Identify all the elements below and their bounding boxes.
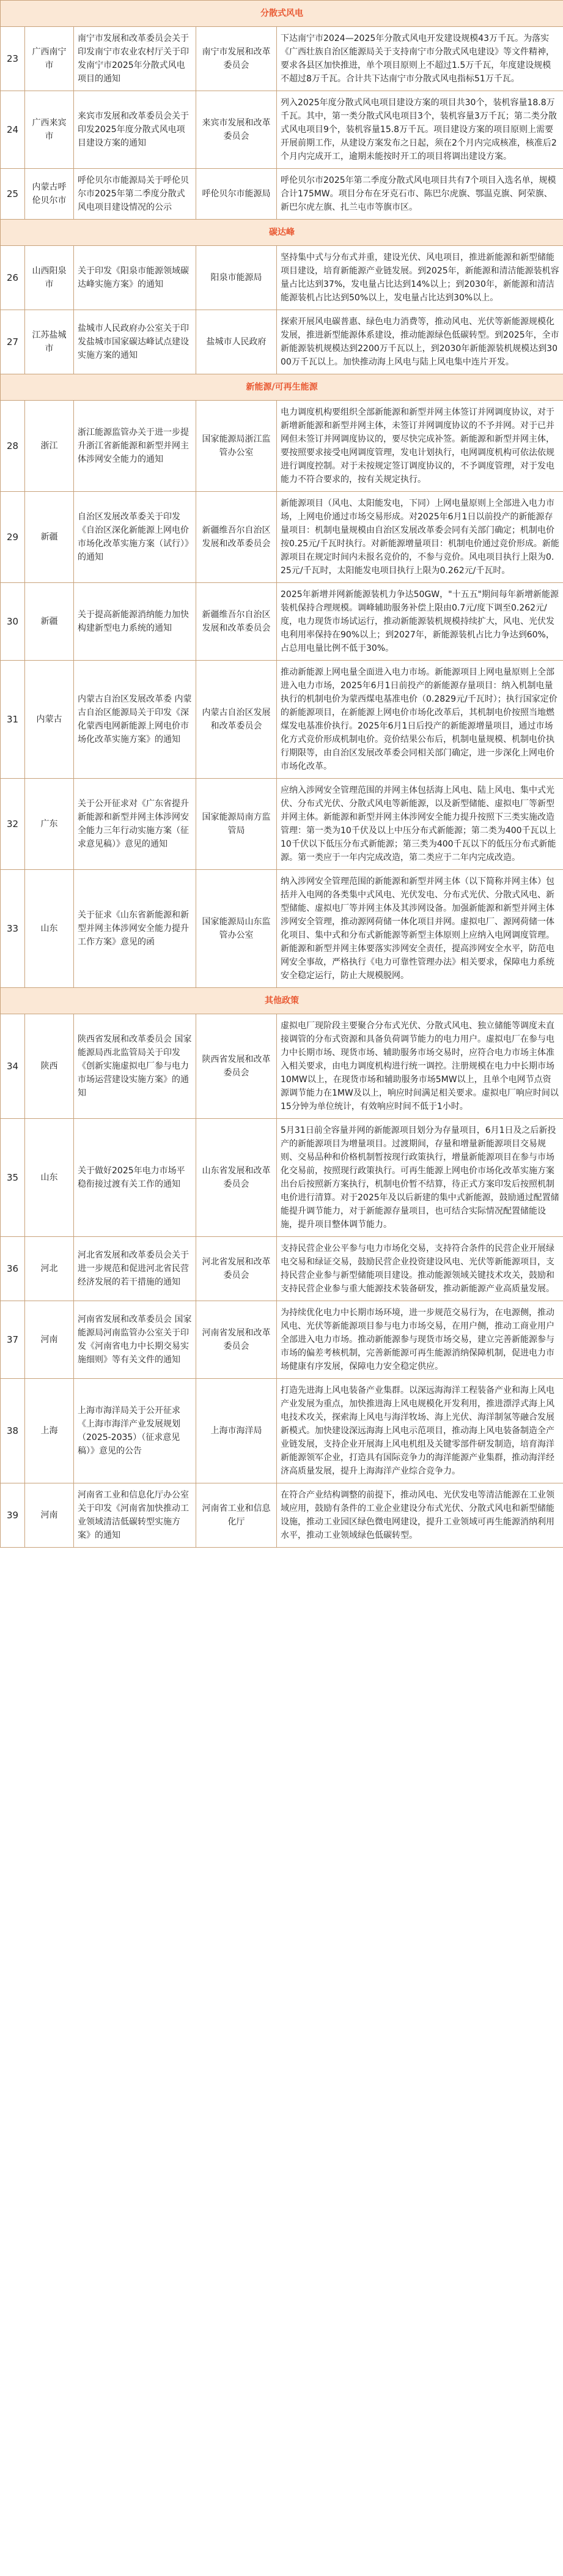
document-title-cell: 关于做好2025年电力市场平稳衔接过渡有关工作的通知 [74,1119,196,1237]
policy-content-cell: 探索开展风电碳普惠、绿色电力消费等，推动风电、光伏等新能源规模化发展，推进新型能源体系建设，推动能源绿色低碳转型。到2025年，全市新能源装机规模达到2200万千瓦以上，到2030年新能源装机规模达到3000万千瓦以上。加快推动海上风电与陆上风电集中连片开发。 [277,310,563,374]
row-number: 32 [1,779,25,870]
document-title-cell: 南宁市发展和改革委员会关于印发南宁市农业农村厅关于印发南宁市2025年分散式风电项目的通知 [74,27,196,91]
row-number: 30 [1,583,25,661]
issuing-org-cell: 河南省发展和改革委员会 [196,1301,277,1379]
policy-content-cell: 支持民营企业公平参与电力市场化交易，支持符合条件的民营企业开展绿电交易和绿证交易，鼓励民营企业投资建设风电、光伏等新能源项目，支持民营企业参与新型储能项目建设。推动能源领域关键技术攻关，鼓励和支持民营企业参与重大能源技术装备研发，推动新能源产业高质量发展。 [277,1237,563,1301]
policy-content-cell: 坚持集中式与分布式并重，建设光伏、风电项目，推进新能源和新型储能项目建设，培育新能源产业链发展。到2025年，新能源和清洁能源装机容量占比达到37%，发电量占比达到14%以上；到2030年，新能源和清洁能源装机占比达到50%以上，发电量占比达到30%以上。 [277,246,563,310]
issuing-org-cell: 阳泉市能源局 [196,246,277,310]
table-row [1,91,563,169]
table-row [1,1119,563,1237]
policy-content-cell: 推动新能源上网电量全面进入电力市场。新能源项目上网电量原则上全部进入电力市场，2025年6月1日前投产的新能源存量项目：纳入机制电量执行的机制电价为蒙西煤电基准电价（0.2829元/千瓦时）；执行国家定价的新能源项目，在新能源上网电价市场化改革后，其机制电价按照当地燃煤发电基准价执行。2025年6月1日后投产的新能源增量项目，通过市场化方式竞价形成机制电价。竞价结果公布后，机制电量规模、机制电价执行期限等，由自治区发展改革委会同相关部门确定，进一步深化上网电价市场化改革。 [277,661,563,779]
row-number: 27 [1,310,25,374]
document-title-cell: 河北省发展和改革委员会关于进一步规范和促进河北省民营经济发展的若干措施的通知 [74,1237,196,1301]
section-title: 其他政策 [1,988,563,1014]
table-row [1,27,563,91]
region-cell: 新疆 [25,492,74,583]
row-number: 31 [1,661,25,779]
region-cell: 上海 [25,1379,74,1483]
region-cell: 内蒙古 [25,661,74,779]
document-title-cell: 内蒙古自治区发展改革委 内蒙古自治区能源局关于印发《深化蒙西电网新能源上网电价市场化改革实施方案》的通知 [74,661,196,779]
row-number: 28 [1,401,25,492]
table-row [1,401,563,492]
row-number: 25 [1,169,25,220]
issuing-org-cell: 陕西省发展和改革委员会 [196,1014,277,1119]
policy-content-cell: 应纳入涉网安全管理范围的并网主体包括海上风电、陆上风电、集中式光伏、分布式光伏、分散式风电等新能源，以及新型储能、虚拟电厂等新型并网主体。新能源和新型并网主体涉网安全能力提升按照下三类实施改造管理：第一类为10千伏及以上中压分布式新能源；第二类为400千瓦以上10千伏以下低压分布式新能源；第三类为400千瓦以下的低压分布式新能源。第一类应于一年内完成改造，第二类应于二年内完成改造。 [277,779,563,870]
document-title-cell: 河南省工业和信息化厅办公室关于印发《河南省加快推动工业领域清洁低碳转型实施方案》的通知 [74,1483,196,1548]
table-row [1,1483,563,1548]
section-header-row [1,220,563,246]
row-number: 29 [1,492,25,583]
policy-table-body [1,1,563,1548]
policy-content-cell: 5月31日前全容量并网的新能源项目划分为存量项目，6月1日及之后新投产的新能源项目为增量项目。过渡期间，存量和增量新能源项目交易规则、交易品种和价格机制暂按现行政策执行，增量新能源项目在参与市场化交易前，按照现行政策执行。可再生能源上网电价市场化改革实施方案出台后按照新方案执行，机制电价暂不结算，待正式方案印发后按照机制电价进行清算。对于2025年及以后新建的集中式新能源，鼓励通过配置储能提升调节能力，对于新能源存量项目，也可结合实际情况配置储能设施，提升项目整体调节能力。 [277,1119,563,1237]
table-row [1,169,563,220]
policy-content-cell: 打造先进海上风电装备产业集群。以深远海海洋工程装备产业和海上风电产业发展为重点，加快推进海上风电规模化开发利用，推进漂浮式海上风电技术攻关，探索海上风电与海洋牧场、海上光伏、海洋制氢等融合发展新模式。加快建设深远海海上风电示范项目，推动海上风电装备制造全产业链发展，支持企业开展海上风电机组及关键零部件研发制造，培育海洋新能源领军企业，打造具有国际竞争力的海洋能源产业集群，推动海洋经济高质量发展，提升上海海洋产业综合竞争力。 [277,1379,563,1483]
document-title-cell: 来宾市发展和改革委员会关于印发2025年度分散式风电项目建设方案的通知 [74,91,196,169]
region-cell: 广东 [25,779,74,870]
row-number: 26 [1,246,25,310]
row-number: 34 [1,1014,25,1119]
region-cell: 山东 [25,870,74,988]
document-title-cell: 上海市海洋局关于公开征求《上海市海洋产业发展规划（2025-2035）（征求意见稿）》意见的公告 [74,1379,196,1483]
section-header-row [1,1,563,27]
issuing-org-cell: 河南省工业和信息化厅 [196,1483,277,1548]
policy-content-cell: 虚拟电厂现阶段主要聚合分布式光伏、分散式风电、独立储能等调度未直接调管的分布式资源和具备负荷调节能力的电力用户。虚拟电厂在参与电力中长期市场、现货市场、辅助服务市场交易时，应符合电力市场主体准入相关要求，由电力调度机构进行统一调控。注册规模在电力中长期市场10MW以上，在现货市场和辅助服务市场5MW以上，且单个电网节点资源调节能力在1MW及以上，响应时间满足相关要求。虚拟电厂响应时间以15分钟为单位统计，有效响应时间不低于1小时。 [277,1014,563,1119]
issuing-org-cell: 山东省发展和改革委员会 [196,1119,277,1237]
issuing-org-cell: 盐城市人民政府 [196,310,277,374]
region-cell: 山西阳泉市 [25,246,74,310]
section-header-row [1,374,563,401]
document-title-cell: 自治区发展改革委关于印发《自治区深化新能源上网电价市场化改革实施方案（试行）》的通知 [74,492,196,583]
table-row [1,1379,563,1483]
row-number: 37 [1,1301,25,1379]
policy-content-cell: 在符合产业结构调整的前提下，推动风电、光伏发电等清洁能源在工业领域应用，鼓励有条件的工业企业建设分布式光伏、分散式风电和新型储能设施，推动工业园区绿色微电网建设，提升工业领域可再生能源消纳利用水平，推动工业领域绿色低碳转型。 [277,1483,563,1548]
issuing-org-cell: 上海市海洋局 [196,1379,277,1483]
region-cell: 内蒙古呼伦贝尔市 [25,169,74,220]
policy-content-cell: 为持续优化电力中长期市场环境，进一步规范交易行为，在电源侧，推动风电、光伏等新能源项目参与电力市场交易，在用户侧，推动工商业用户全部进入电力市场。推动新能源参与现货市场交易，建立完善新能源参与市场的偏差考核机制，完善新能源可再生能源消纳保障机制，促进电力市场健康有序发展，保障电力安全稳定供应。 [277,1301,563,1379]
issuing-org-cell: 国家能源局南方监管局 [196,779,277,870]
document-title-cell: 关于征求《山东省新能源和新型并网主体涉网安全能力提升工作方案》意见的函 [74,870,196,988]
document-title-cell: 河南省发展和改革委员会 国家能源局河南监管办公室关于印发《河南省电力中长期交易实施细则》等有关文件的通知 [74,1301,196,1379]
region-cell: 河南 [25,1301,74,1379]
row-number: 39 [1,1483,25,1548]
policy-content-cell: 纳入涉网安全管理范围的新能源和新型并网主体（以下简称并网主体）包括并入电网的各类集中式风电、光伏发电、分布式光伏、分散式风电、新型储能、虚拟电厂等并网主体及其涉网设备。加强新能源和新型并网主体涉网安全管理，推动源网荷储一体化项目并网。虚拟电厂、源网荷储一体化项目、集中式和分布式新能源等新型主体原则上应纳入电网调度管理。新能源和新型并网主体要落实涉网安全责任，提高涉网安全水平，防范电网安全事故，严格执行《电力可靠性管理办法》相关要求，保障电力系统安全稳定运行，防止大规模脱网。 [277,870,563,988]
section-title: 分散式风电 [1,1,563,27]
region-cell: 河北 [25,1237,74,1301]
document-title-cell: 关于公开征求对《广东省提升新能源和新型并网主体涉网安全能力三年行动实施方案（征求意见稿）》意见的通知 [74,779,196,870]
issuing-org-cell: 内蒙古自治区发展和改革委员会 [196,661,277,779]
row-number: 35 [1,1119,25,1237]
document-title-cell: 关于印发《阳泉市能源领域碳达峰实施方案》的通知 [74,246,196,310]
row-number: 24 [1,91,25,169]
issuing-org-cell: 来宾市发展和改革委员会 [196,91,277,169]
policy-content-cell: 新能源项目（风电、太阳能发电，下同）上网电量原则上全部进入电力市场，上网电价通过市场交易形成。对2025年6月1日以前投产的新能源存量项目：机制电量规模由自治区发展改革委会同有关部门确定；机制电价按0.25元/千瓦时执行。对新能源增量项目：机制电价通过竞价形成。新能源项目在规定时间内未报名竞价的，不参与竞价。风电项目执行上限为0.25元/千瓦时，太阳能发电项目执行上限为0.262元/千瓦时。 [277,492,563,583]
document-title-cell: 盐城市人民政府办公室关于印发盐城市国家碳达峰试点建设实施方案的通知 [74,310,196,374]
issuing-org-cell: 国家能源局山东监管办公室 [196,870,277,988]
document-title-cell: 关于提高新能源消纳能力加快构建新型电力系统的通知 [74,583,196,661]
policy-content-cell: 电力调度机构要组织全部新能源和新型并网主体签订并网调度协议，对于新增新能源和新型并网主体，未签订并网调度协议的不予并网。对于已并网但未签订并网调度协议的，要尽快完成补签。新能源和新型并网主体，要按照要求接受电网调度管理，发电计划执行，电网调度机构可依法依规进行调度控制。对于未按规定签订调度协议的，不予调度管理，对于发电能力不符合要求的，按有关规定执行。 [277,401,563,492]
issuing-org-cell: 国家能源局浙江监管办公室 [196,401,277,492]
section-title: 新能源/可再生能源 [1,374,563,401]
table-row [1,1301,563,1379]
policy-content-cell: 呼伦贝尔市2025年第二季度分散式风电项目共有7个项目入选名单，规模合计175MW。项目分布在牙克石市、陈巴尔虎旗、鄂温克旗、阿荣旗、新巴尔虎左旗、扎兰屯市等旗市区。 [277,169,563,220]
row-number: 36 [1,1237,25,1301]
issuing-org-cell: 新疆维吾尔自治区发展和改革委员会 [196,583,277,661]
issuing-org-cell: 南宁市发展和改革委员会 [196,27,277,91]
region-cell: 浙江 [25,401,74,492]
policy-content-cell: 列入2025年度分散式风电项目建设方案的项目共30个，装机容量18.8万千瓦。其中，第一类分散式风电项目3个，装机容量3万千瓦；第二类分散式风电项目9个，装机容量15.8万千瓦。项目建设方案的项目原则上需要开展前期工作，从建设方案发布之日起，须在2个月内完成核准，核准后2个月内完成开工，逾期未能按时开工的项目将调出建设方案。 [277,91,563,169]
table-row [1,779,563,870]
document-title-cell: 陕西省发展和改革委员会 国家能源局西北监管局关于印发《创新实施虚拟电厂参与电力市场运营建设实施方案》的通知 [74,1014,196,1119]
document-title-cell: 浙江能源监管办关于进一步提升浙江省新能源和新型并网主体涉网安全能力的通知 [74,401,196,492]
table-row [1,246,563,310]
table-row [1,870,563,988]
row-number: 23 [1,27,25,91]
table-row [1,492,563,583]
table-row [1,310,563,374]
table-row [1,661,563,779]
region-cell: 陕西 [25,1014,74,1119]
table-row [1,1014,563,1119]
document-title-cell: 呼伦贝尔市能源局关于呼伦贝尔市2025年第二季度分散式风电项目建设情况的公示 [74,169,196,220]
table-row [1,1237,563,1301]
section-title: 碳达峰 [1,220,563,246]
policy-content-cell: 下达南宁市2024—2025年分散式风电开发建设规模43万千瓦。为落实《广西壮族自治区能源局关于支持南宁市分散式风电建设》等文件精神，要求各县区加快推进，单个项目原则上不超过1.5万千瓦，年度建设规模不超过8万千瓦。合计共下达南宁市分散式风电指标51万千瓦。 [277,27,563,91]
region-cell: 广西南宁市 [25,27,74,91]
row-number: 33 [1,870,25,988]
issuing-org-cell: 新疆维吾尔自治区发展和改革委员会 [196,492,277,583]
policy-content-cell: 2025年新增并网新能源装机力争达50GW，"十五五"期间每年新增新能源装机保持合理规模。调峰辅助服务补偿上限由0.7元/度下调至0.262元/度，电力现货市场试运行，推动新能源装机规模持续扩大，风电、光伏发电利用率保持在90%以上；到2027年，新能源装机占比力争达到60%，占总用电量比例不低于30%。 [277,583,563,661]
issuing-org-cell: 河北省发展和改革委员会 [196,1237,277,1301]
row-number: 38 [1,1379,25,1483]
region-cell: 广西来宾市 [25,91,74,169]
region-cell: 江苏盐城市 [25,310,74,374]
region-cell: 新疆 [25,583,74,661]
region-cell: 山东 [25,1119,74,1237]
issuing-org-cell: 呼伦贝尔市能源局 [196,169,277,220]
table-row [1,583,563,661]
region-cell: 河南 [25,1483,74,1548]
section-header-row [1,988,563,1014]
